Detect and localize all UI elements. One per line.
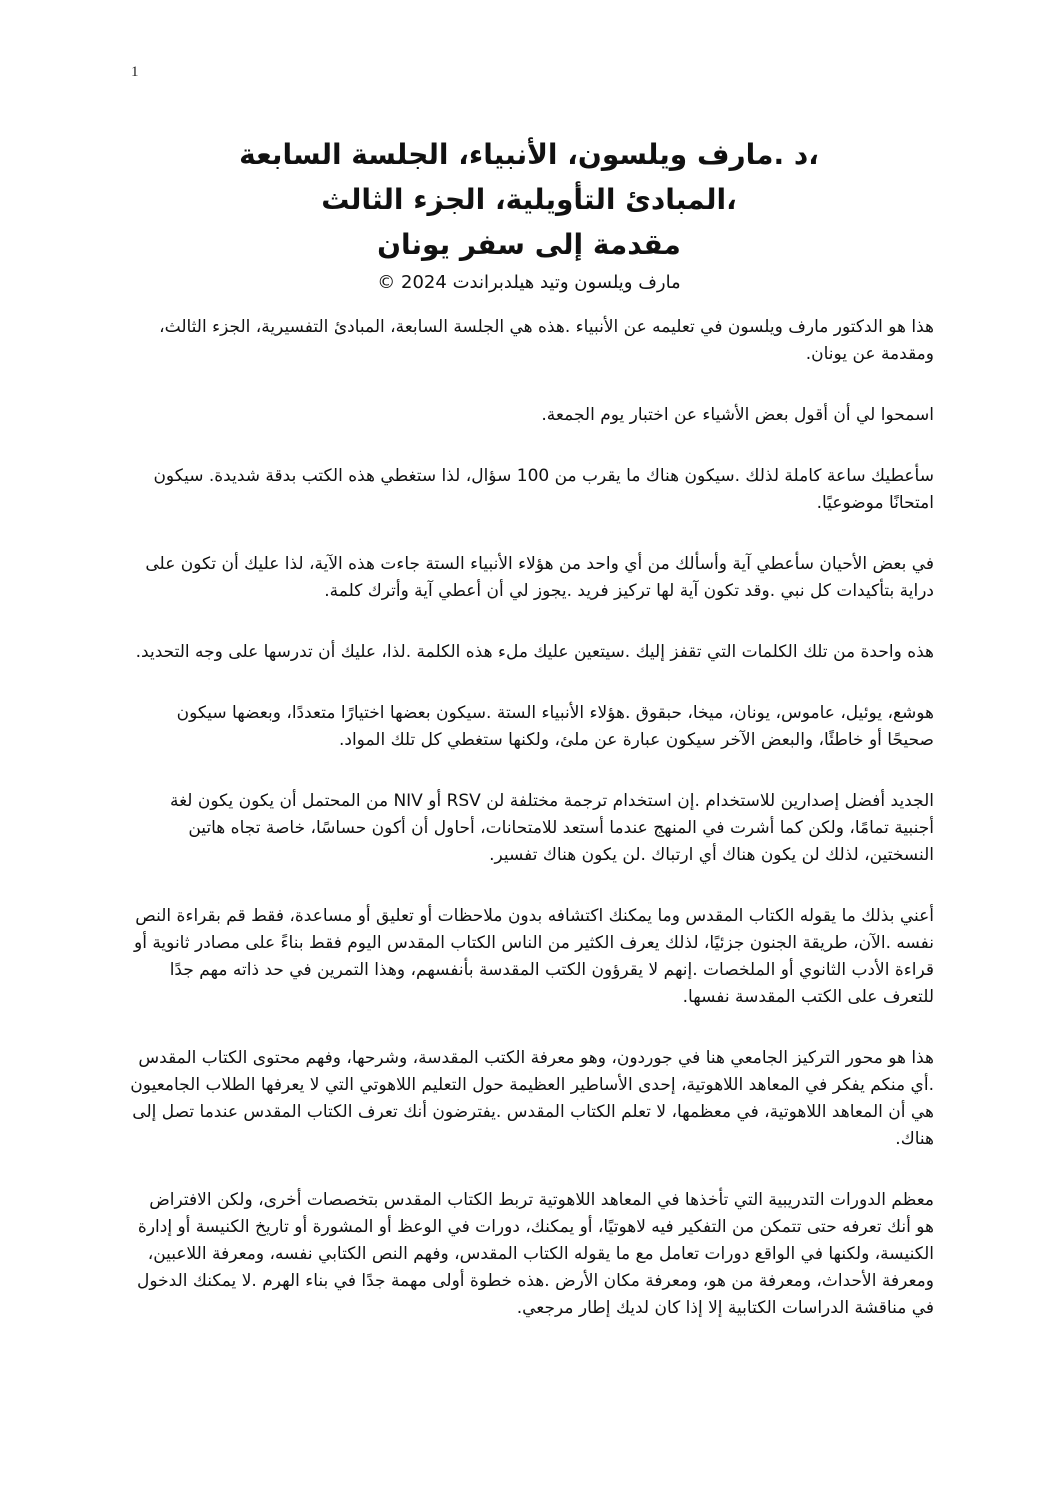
page-number: 1 [131,64,139,80]
title-line-3: مقدمة إلى سفر يونان [377,228,681,261]
paragraph: في بعض الأحيان سأعطي آية وأسألك من أي واحد من هؤلاء الأنبياء الستة جاءت هذه الآية، لذا عليك أن تكون على دراية بتأكيدات كل نبي .وقد تكون آية لها تركيز فريد .يجوز لي أن أعطي آية وأترك كلمة. [145,554,934,601]
paragraph: هذه واحدة من تلك الكلمات التي تقفز إليك .سيتعين عليك ملء هذه الكلمة .لذا، عليك أن تدرسها على وجه التحديد. [135,642,934,662]
copyright-line: مارف ويلسون وتيد هيلدبراندت 2024 © [377,272,681,293]
paragraph: هوشع، يوئيل، عاموس، يونان، ميخا، حبقوق .هؤلاء الأنبياء الستة .سيكون بعضها اختيارًا متعددًا، وبعضها سيكون صحيحًا أو خاطئًا، والبعض الآخر سيكون عبارة عن ملئ، ولكنها ستغطي كل تلك المواد. [176,703,934,750]
title-line-2: ،المبادئ التأويلية، الجزء الثالث [321,183,737,216]
paragraph: هذا هو الدكتور مارف ويلسون في تعليمه عن الأنبياء .هذه هي الجلسة السابعة، المبادئ التفسيرية، الجزء الثالث، ومقدمة عن يونان. [159,317,934,364]
title-line-1: ،د .مارف ويلسون، الأنبياء، الجلسة السابعة [239,138,819,171]
paragraph: الجديد أفضل إصدارين للاستخدام .إن استخدام ترجمة مختلفة لن RSV أو NIV من المحتمل أن يكون يكون لغة أجنبية تمامًا، ولكن كما أشرت في المنهج عندما أستعد للامتحانات، أحاول أن أكون حساسًا، خاصة تجاه هاتين النسختين، لذلك لن يكون هناك أي ارتباك .لن يكون هناك تفسير. [169,791,934,865]
paragraph: سأعطيك ساعة كاملة لذلك .سيكون هناك ما يقرب من 100 سؤال، لذا ستغطي هذه الكتب بدقة شديدة. سيكون امتحانًا موضوعيًا. [153,466,934,513]
paragraph: معظم الدورات التدريبية التي تأخذها في المعاهد اللاهوتية تربط الكتاب المقدس بتخصصات أخرى، ولكن الافتراض هو أنك تعرفه حتى تتمكن من التفكير فيه لاهوتيًا، أو يمكنك، دورات في الوعظ أو المشورة أو تاريخ الكنيسة أو إدارة الكنيسة، ولكنها في الواقع دورات تعامل مع ما يقوله الكتاب المقدس، وفهم النص الكتابي نفسه، ومعرفة اللاعبين، ومعرفة الأحداث، ومعرفة من هو، ومعرفة مكان الأرض .هذه خطوة أولى مهمة جدًا في بناء الهرم .لا يمكنك الدخول في مناقشة الدراسات الكتابية إلا إذا كان لديك إطار مرجعي. [137,1190,934,1318]
document-body [128,314,934,1356]
paragraph: هذا هو محور التركيز الجامعي هنا في جوردون، وهو معرفة الكتب المقدسة، وشرحها، وفهم محتوى الكتاب المقدس .أي منكم يفكر في المعاهد اللاهوتية، إحدى الأساطير العظيمة حول التعليم اللاهوتي التي لا يعرفها الطلاب الجامعيون هي أن المعاهد اللاهوتية، في معظمها، لا تعلم الكتاب المقدس .يفترضون أنك تعرف الكتاب المقدس عندما تصل إلى هناك. [130,1048,934,1149]
paragraph: اسمحوا لي أن أقول بعض الأشياء عن اختبار يوم الجمعة. [541,405,934,425]
document-title [120,132,938,297]
paragraph: أعني بذلك ما يقوله الكتاب المقدس وما يمكنك اكتشافه بدون ملاحظات أو تعليق أو مساعدة، فقط قم بقراءة النص نفسه .الآن، طريقة الجنون جزئيًا، لذلك يعرف الكثير من الناس الكتاب المقدس اليوم فقط بناءً على مصادر ثانوية أو قراءة الأدب الثانوي أو الملخصات .إنهم لا يقرؤون الكتب المقدسة بأنفسهم، وهذا التمرين في حد ذاته مهم جدًا للتعرف على الكتب المقدسة نفسها. [133,906,934,1007]
